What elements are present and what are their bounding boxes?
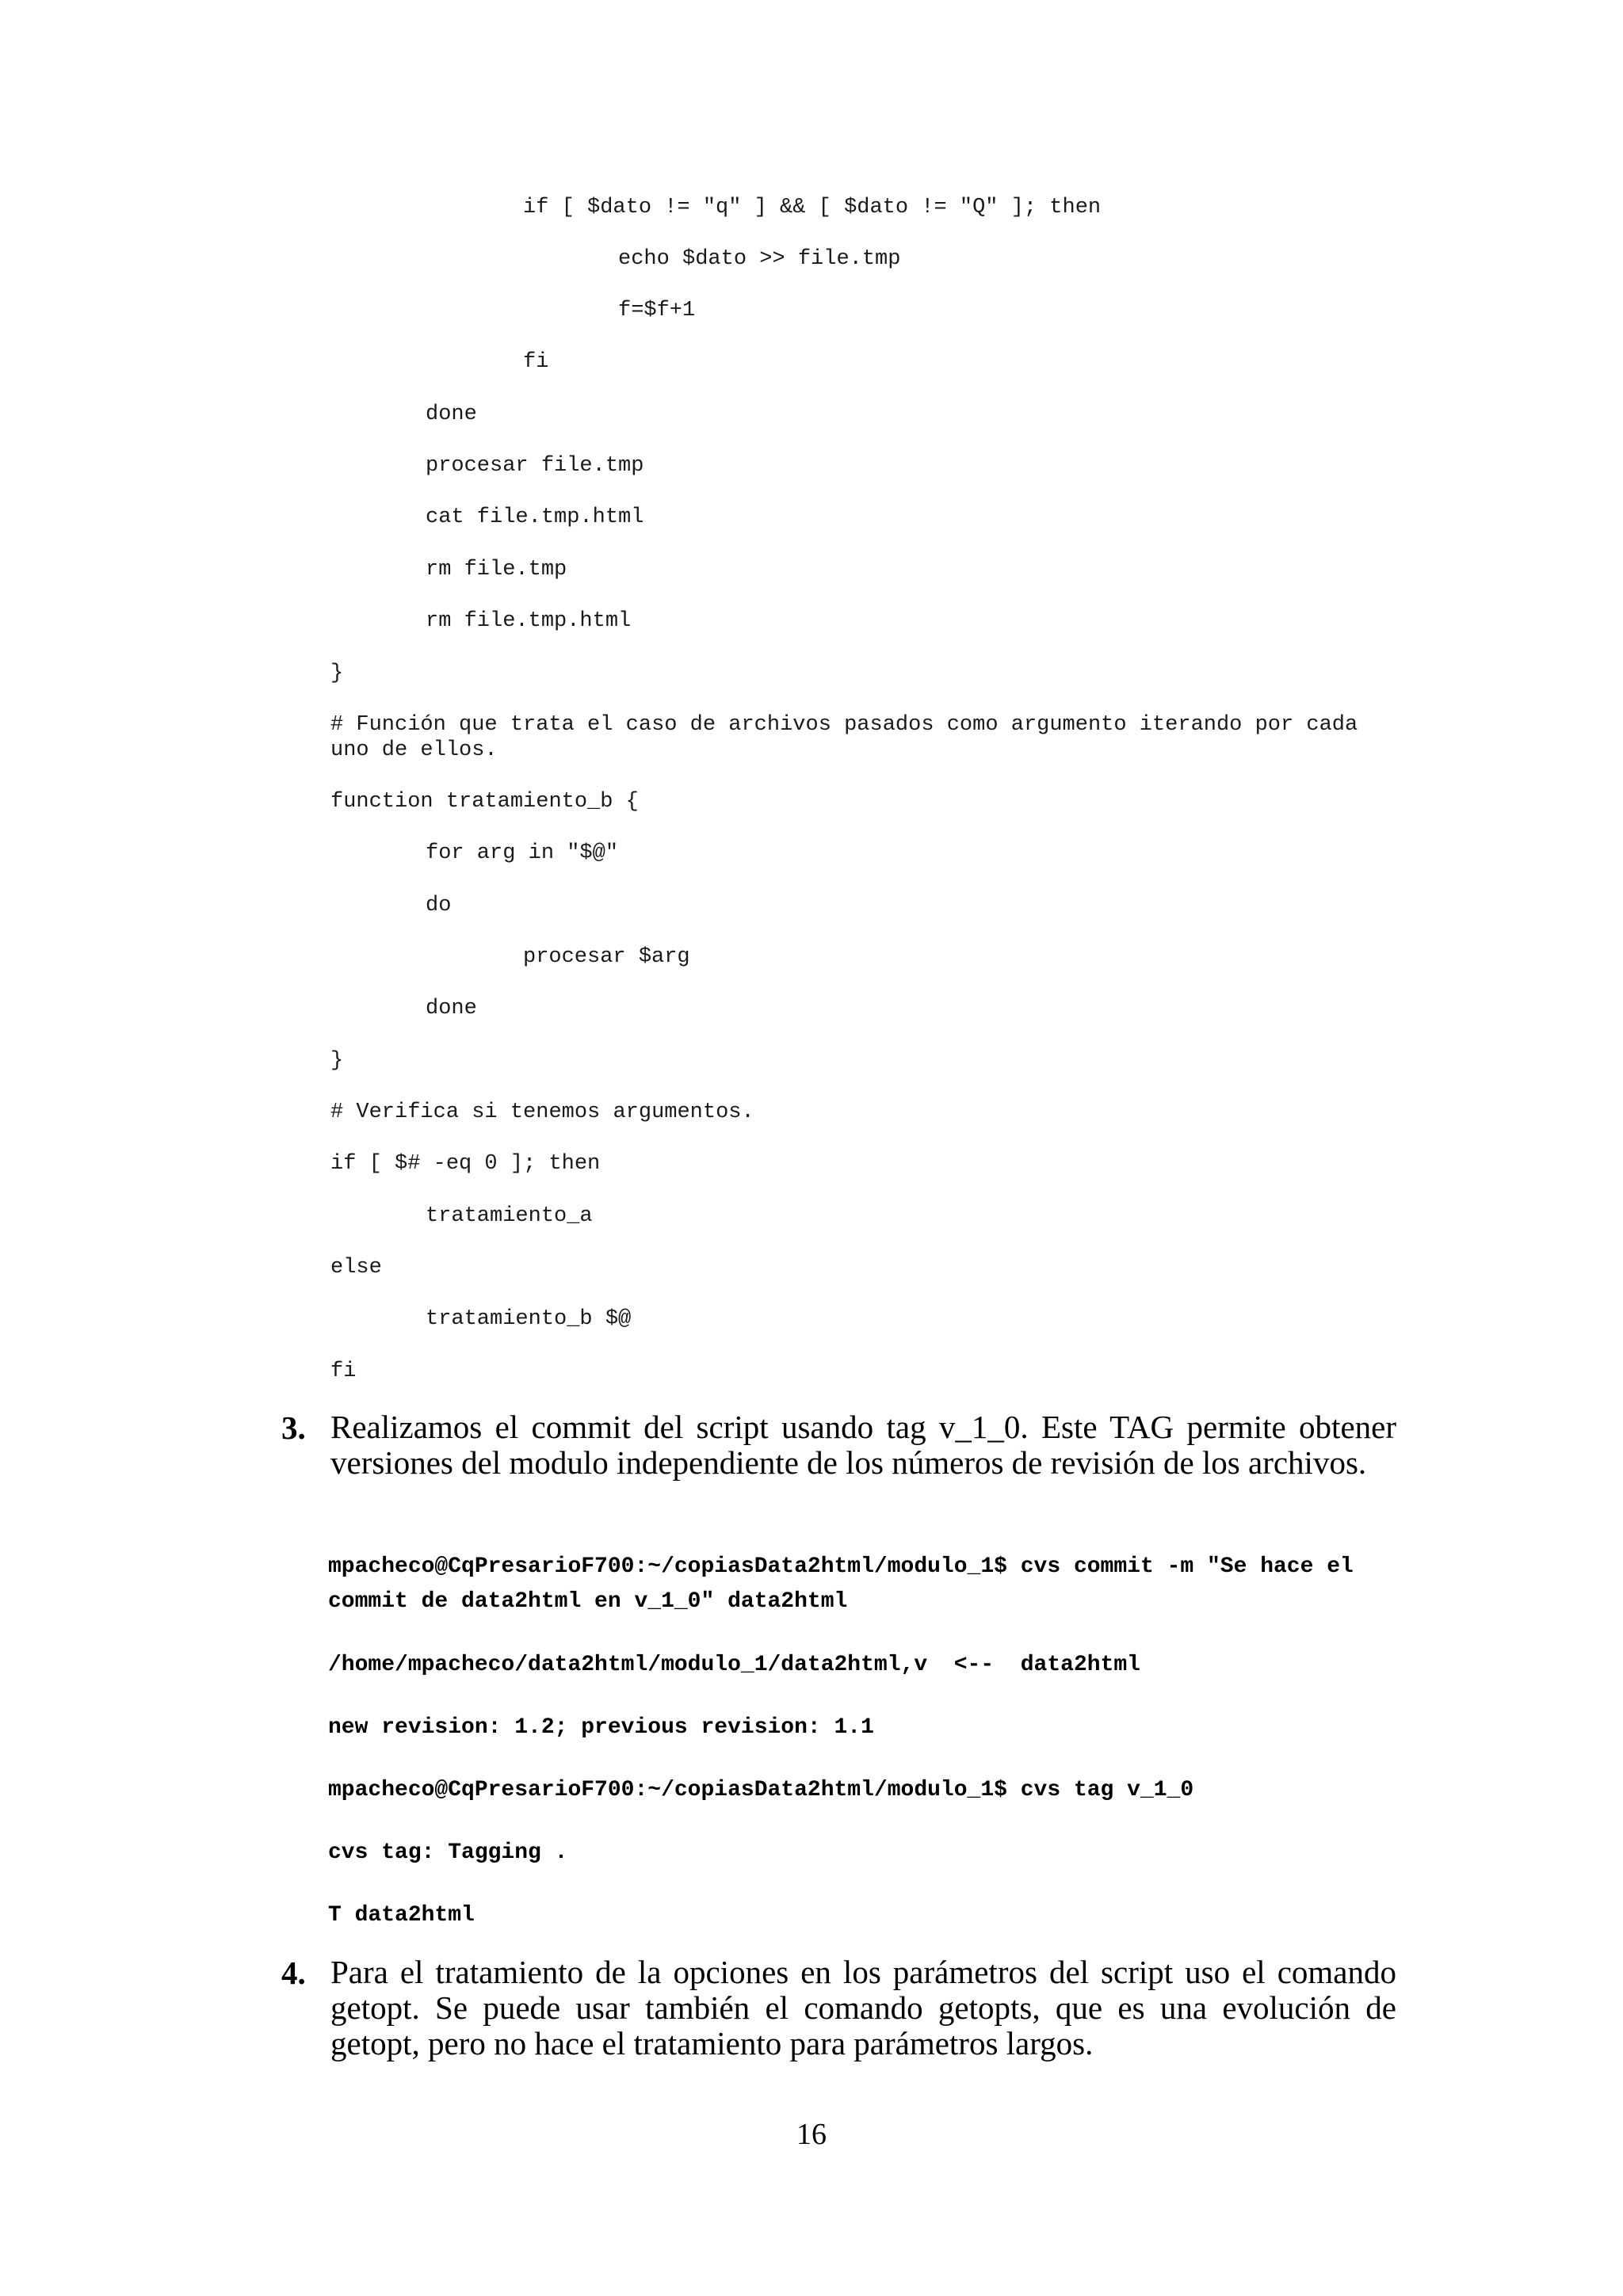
code-line: done [426, 997, 477, 1020]
code-line: } [330, 1049, 344, 1073]
terminal-line: /home/mpacheco/data2html/modulo_1/data2html,v <-- data2html [328, 1653, 1140, 1677]
terminal-line: mpacheco@CqPresarioF700:~/copiasData2html/modulo_1$ cvs commit -m "Se hace el commit de data2html en v_1_0" data2html [328, 1554, 1354, 1614]
code-comment: # Función que trata el caso de archivos pasados como argumento iterando por cada uno de ellos. [330, 713, 1358, 762]
code-line: echo $dato >> file.tmp [618, 247, 901, 271]
code-line: } [330, 662, 344, 685]
code-comment: # Verifica si tenemos argumentos. [330, 1100, 754, 1124]
code-line: else [330, 1256, 382, 1280]
terminal-line: cvs tag: Tagging . [328, 1840, 568, 1865]
code-line: for arg in "$@" [426, 841, 619, 865]
code-line: procesar $arg [523, 945, 690, 969]
code-line: tratamiento_a [426, 1204, 593, 1228]
page-number: 16 [796, 2118, 827, 2151]
list-item-text: Realizamos el commit del script usando tag v_1_0. Este TAG permite obtener versiones del modulo independiente de los números de revisión de los archivos. [330, 1409, 1396, 1481]
list-item-number: 4. [281, 1955, 306, 1991]
list-item-number: 3. [281, 1409, 306, 1446]
code-line: fi [523, 350, 549, 374]
code-line: function tratamiento_b { [330, 790, 639, 814]
terminal-line: mpacheco@CqPresarioF700:~/copiasData2html/modulo_1$ cvs tag v_1_0 [328, 1778, 1194, 1802]
code-line: if [ $dato != "q" ] && [ $dato != "Q" ]; then [523, 196, 1102, 219]
code-line: if [ $# -eq 0 ]; then [330, 1152, 601, 1176]
code-line: do [426, 894, 452, 917]
code-line: procesar file.tmp [426, 454, 644, 478]
code-line: done [426, 402, 477, 426]
code-line: tratamiento_b $@ [426, 1307, 632, 1331]
terminal-line: new revision: 1.2; previous revision: 1.1 [328, 1715, 874, 1740]
code-line: f=$f+1 [618, 299, 696, 322]
list-item-text: Para el tratamiento de la opciones en los parámetros del script uso el comando getopt. Se puede usar también el comando getopts, que es una evolución de getopt, pero no hace el tratamiento para parámetros largos. [330, 1954, 1396, 2061]
code-line: rm file.tmp.html [426, 609, 632, 633]
code-line: rm file.tmp [426, 558, 567, 582]
terminal-line: T data2html [328, 1903, 475, 1928]
code-line: fi [330, 1360, 357, 1383]
code-line: cat file.tmp.html [426, 505, 644, 529]
